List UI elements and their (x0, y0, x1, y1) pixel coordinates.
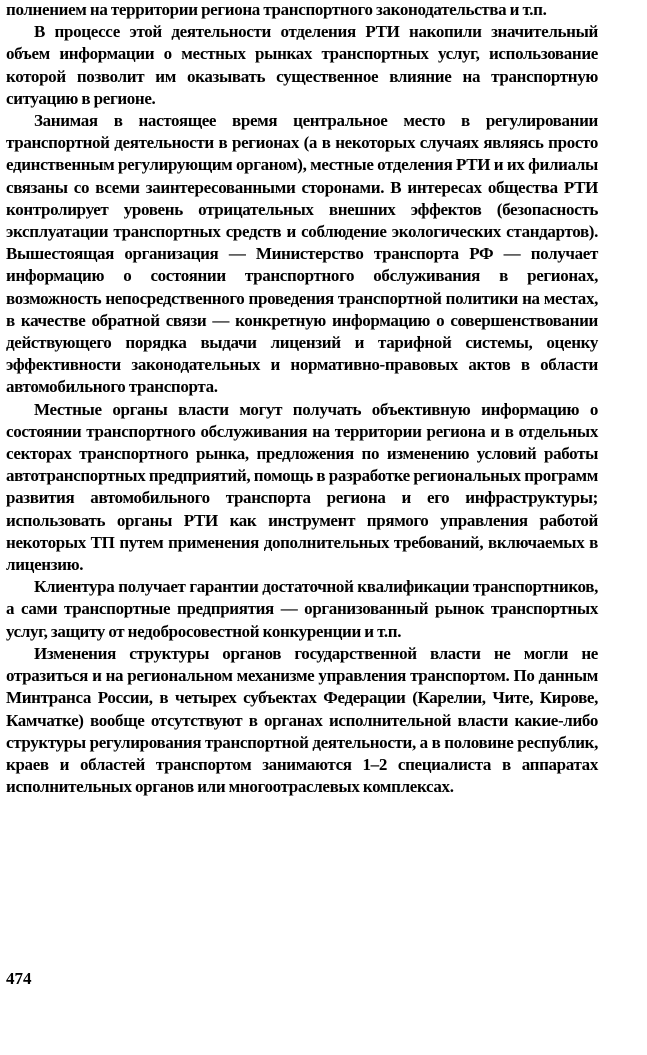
paragraph-rti-information: В процессе этой деятельности отделения РТИ накопили значительный объем информации о местных рынках транспортных услуг, использование которой позволит им оказывать существенное влияние на транспортную ситуацию в регионе. (6, 22, 598, 108)
paragraph-local-authorities: Местные органы власти могут получать объективную информацию о состоянии транспортного обслуживания на территории региона и в отдельных секторах транспортного рынка, предложения по изменению условий работы автотранспортных предприятий, помощь в разработке региональных программ развития автомобильного транспорта региона и его инфраструктуры; использовать органы РТИ как инструмент прямого управления работой некоторых ТП путем применения дополнительных требований, включаемых в лицензию. (6, 399, 598, 575)
page-number: 474 (6, 969, 32, 988)
body-text (6, 0, 598, 798)
paragraph-structure-changes: Изменения структуры органов государственной власти не могли не отразиться и на региональном механизме управления транспортом. По данным Минтранса России, в четырех субъектах Федерации (Карелии, Чите, Кирове, Камчатке) вообще отсутствуют в органах исполнительной власти какие-либо структуры регулирования транспортной деятельности, а в половине республик, краев и областей транспортом занимаются 1–2 специалиста в аппаратах исполнительных органов или многоотраслевых комплексах. (6, 643, 598, 797)
paragraph-continuation: полнением на территории региона транспортного законодательства и т.п. (6, 0, 547, 19)
paragraph-rti-central-role: Занимая в настоящее время центральное место в регулировании транспортной деятельности в регионах (а в некоторых случаях являясь просто единственным регулирующим органом), местные отделения РТИ и их филиалы связаны со всеми заинтересованными сторонами. В интересах общества РТИ контролирует уровень отрицательных внешних эффектов (безопасность эксплуатации транспортных средств и соблюдение экологических стандартов). Вышестоящая организация — Министерство транспорта РФ — получает информацию о состоянии транспортного обслуживания в регионах, возможность непосредственного проведения транспортной политики на местах, в качестве обратной связи — конкретную информацию о совершенствовании действующего порядка выдачи лицензий и тарифной системы, оценку эффективности законодательных и нормативно-правовых актов в области автомобильного транспорта. (6, 111, 598, 397)
paragraph-clientele: Клиентура получает гарантии достаточной квалификации транспортников, а сами транспортные предприятия — организованный рынок транспортных услуг, защиту от недобросовестной конкуренции и т.п. (6, 577, 598, 641)
